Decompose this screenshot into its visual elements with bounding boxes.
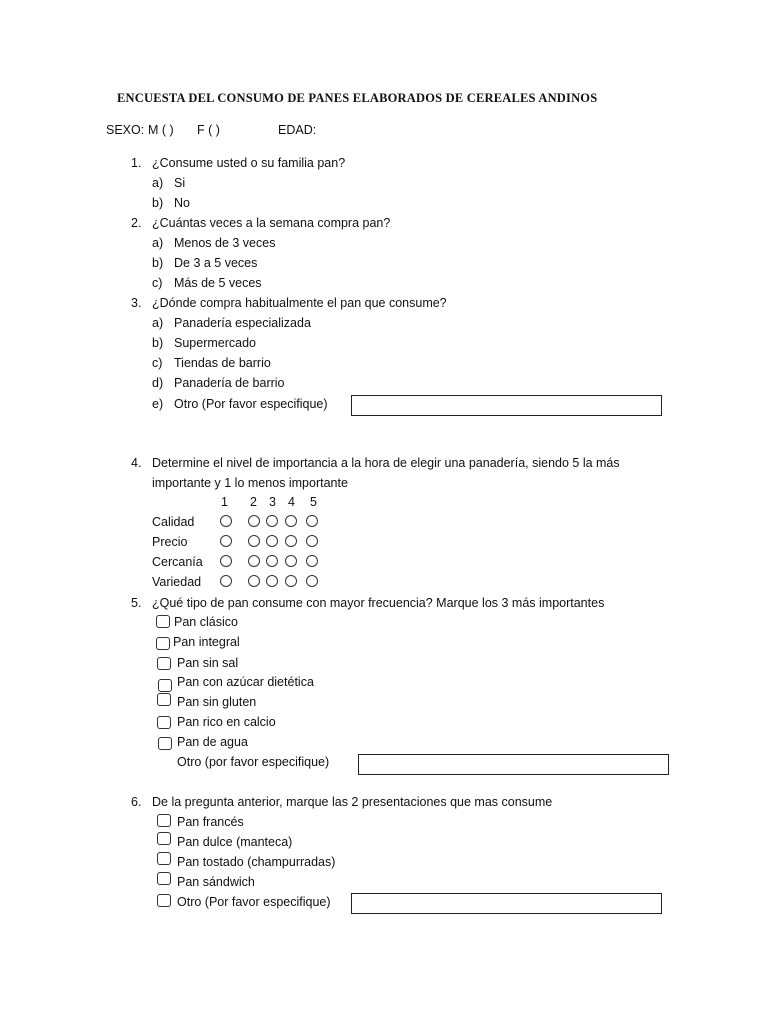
q5-option: Pan clásico [174,615,238,629]
scale-label-3: 3 [269,495,276,509]
question-3-number: 3. [131,296,142,310]
checkbox[interactable] [157,693,171,706]
edad-label: EDAD: [278,123,317,137]
q5-option: Pan sin gluten [177,695,257,709]
sexo-m-option[interactable]: M ( ) [148,123,174,137]
rating-radio[interactable] [220,515,232,527]
q1-option-letter: b) [152,196,164,210]
rating-radio[interactable] [248,575,260,587]
checkbox[interactable] [157,832,171,845]
q3-option-b[interactable]: Supermercado [174,336,256,350]
question-5-text: ¿Qué tipo de pan consume con mayor frecuencia? Marque los 3 más importantes [152,596,605,610]
checkbox[interactable] [158,737,172,750]
rating-radio[interactable] [285,515,297,527]
sexo-label: SEXO: [106,123,145,137]
q6-option: Pan tostado (champurradas) [177,855,336,869]
q3-option-letter: e) [152,397,164,411]
q6-option: Pan francés [177,815,244,829]
q6-option: Pan dulce (manteca) [177,835,293,849]
question-2-text: ¿Cuántas veces a la semana compra pan? [152,216,391,230]
rating-radio[interactable] [285,535,297,547]
q5-option: Pan de agua [177,735,248,749]
question-3-text: ¿Dónde compra habitualmente el pan que consume? [152,296,447,310]
checkbox[interactable] [157,872,171,885]
sexo-f-option[interactable]: F ( ) [197,123,220,137]
q2-option-c[interactable]: Más de 5 veces [174,276,262,290]
checkbox[interactable] [157,814,171,827]
question-4-number: 4. [131,456,142,470]
q3-option-letter: b) [152,336,164,350]
q1-option-no[interactable]: No [174,196,190,210]
q2-option-letter: c) [152,276,163,290]
q6-other-field[interactable] [351,893,662,914]
rating-radio[interactable] [248,535,260,547]
q3-option-letter: d) [152,376,164,390]
q5-option: Pan integral [173,635,240,649]
q3-option-a[interactable]: Panadería especializada [174,316,311,330]
rating-radio[interactable] [285,575,297,587]
rating-radio[interactable] [306,575,318,587]
rating-radio[interactable] [220,555,232,567]
question-4-text-line1: Determine el nivel de importancia a la hora de elegir una panadería, siendo 5 la más [152,456,620,470]
checkbox[interactable] [157,852,171,865]
scale-label-5: 5 [310,495,317,509]
scale-label-2: 2 [250,495,257,509]
rating-row-label: Cercanía [152,555,203,569]
question-4-text-line2: importante y 1 lo menos importante [152,476,348,490]
rating-radio[interactable] [220,575,232,587]
scale-label-4: 4 [288,495,295,509]
question-6-text: De la pregunta anterior, marque las 2 presentaciones que mas consume [152,795,553,809]
question-1-text: ¿Consume usted o su familia pan? [152,156,346,170]
question-5-number: 5. [131,596,142,610]
q5-option: Pan con azúcar dietética [177,675,314,689]
q5-other-field[interactable] [358,754,669,775]
rating-radio[interactable] [248,555,260,567]
q5-option: Pan rico en calcio [177,715,276,729]
question-1-number: 1. [131,156,142,170]
checkbox[interactable] [158,679,172,692]
rating-radio[interactable] [266,555,278,567]
checkbox[interactable] [157,894,171,907]
q2-option-a[interactable]: Menos de 3 veces [174,236,276,250]
q6-option: Otro (Por favor especifique) [177,895,331,909]
rating-radio[interactable] [248,515,260,527]
rating-radio[interactable] [266,535,278,547]
scale-label-1: 1 [221,495,228,509]
q1-option-letter: a) [152,176,164,190]
q3-other-field[interactable] [351,395,662,416]
question-2-number: 2. [131,216,142,230]
rating-radio[interactable] [285,555,297,567]
q3-option-letter: a) [152,316,164,330]
checkbox[interactable] [156,637,170,650]
q3-option-d[interactable]: Panadería de barrio [174,376,285,390]
q5-option: Pan sin sal [177,656,239,670]
rating-radio[interactable] [306,555,318,567]
q3-option-e[interactable]: Otro (Por favor especifique) [174,397,328,411]
checkbox[interactable] [157,657,171,670]
rating-radio[interactable] [306,515,318,527]
q2-option-b[interactable]: De 3 a 5 veces [174,256,258,270]
rating-row-label: Precio [152,535,188,549]
question-6-number: 6. [131,795,142,809]
q2-option-letter: b) [152,256,164,270]
q1-option-si[interactable]: Si [174,176,186,190]
q2-option-letter: a) [152,236,164,250]
rating-radio[interactable] [266,515,278,527]
q3-option-letter: c) [152,356,163,370]
q3-option-c[interactable]: Tiendas de barrio [174,356,271,370]
checkbox[interactable] [157,716,171,729]
q5-other-label: Otro (por favor especifique) [177,755,330,769]
rating-radio[interactable] [266,575,278,587]
checkbox[interactable] [156,615,170,628]
rating-row-label: Variedad [152,575,202,589]
survey-title: ENCUESTA DEL CONSUMO DE PANES ELABORADOS DE CEREALES ANDINOS [117,91,598,105]
rating-radio[interactable] [306,535,318,547]
q6-option: Pan sándwich [177,875,255,889]
rating-radio[interactable] [220,535,232,547]
rating-row-label: Calidad [152,515,195,529]
